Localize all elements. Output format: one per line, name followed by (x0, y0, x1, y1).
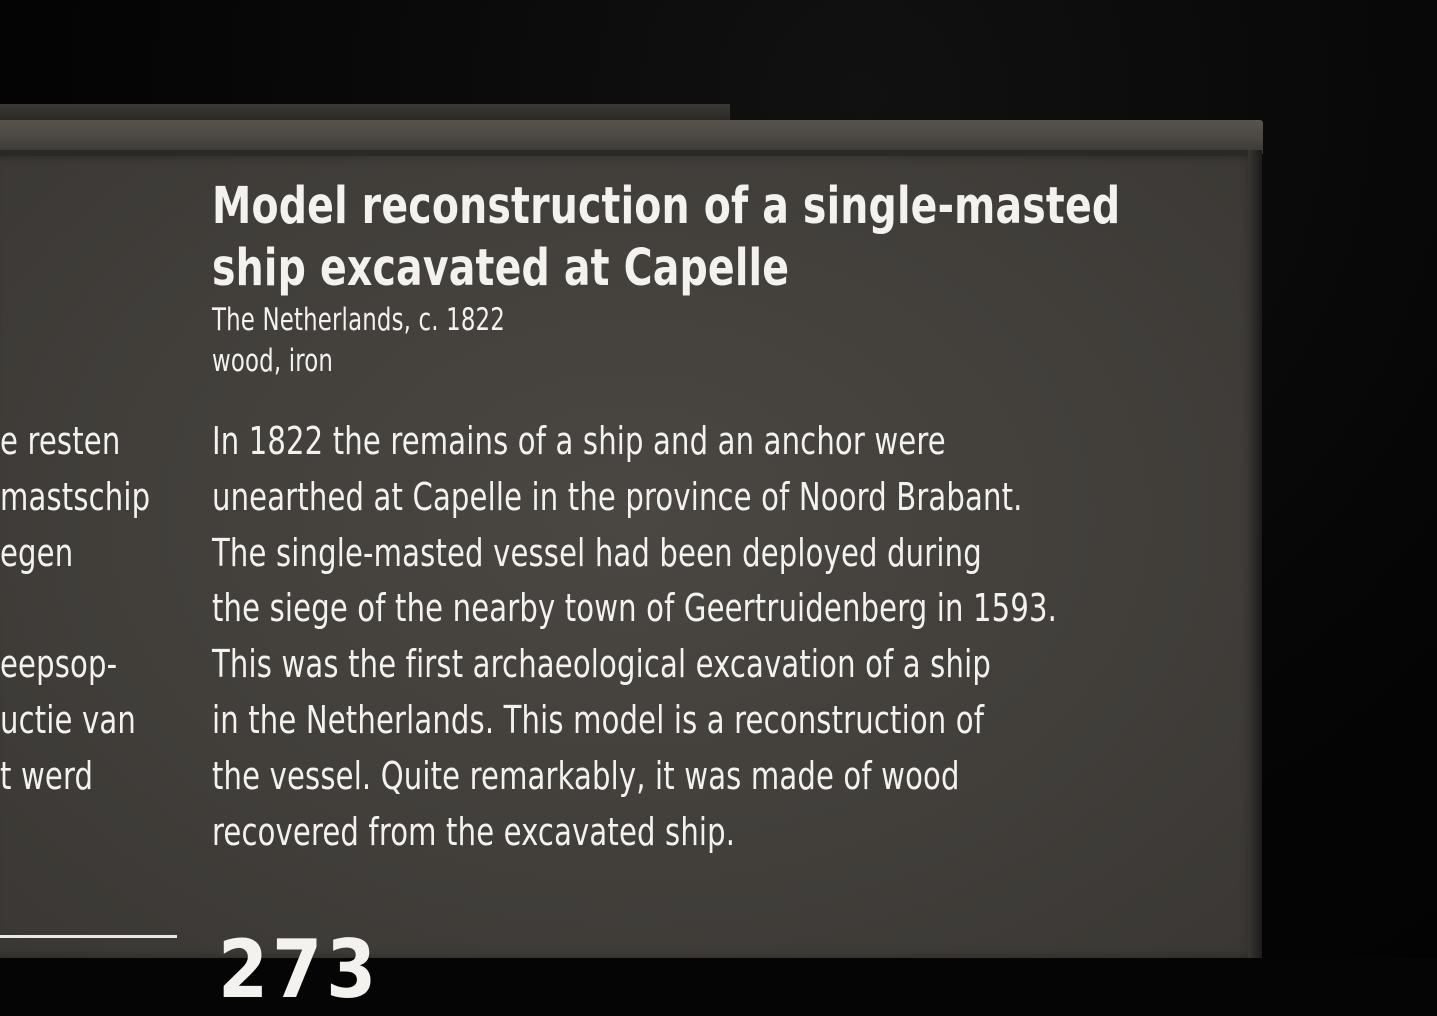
dutch-line: e resten (0, 419, 121, 463)
dutch-line: t werd (0, 753, 94, 798)
dutch-line: eepsop- (0, 642, 118, 687)
body-line: the siege of the nearby town of Geertruidenberg in 1593. (212, 586, 1058, 631)
body-line: This was the first archaeological excavation of a ship (212, 642, 991, 687)
dutch-line: mastschip (0, 474, 151, 519)
plaque-description (212, 414, 1057, 860)
dutch-line: uctie van (0, 697, 136, 742)
body-line: the vessel. Quite remarkably, it was made of wood (212, 753, 960, 798)
catalogue-number: 273 (218, 923, 381, 1016)
body-line: unearthed at Capelle in the province of Noord Brabant. (212, 474, 1023, 519)
dutch-text-fragment (0, 414, 150, 805)
panel-top-edge (0, 120, 1263, 154)
body-line: In 1822 the remains of a ship and an anchor were (212, 419, 946, 463)
title-line-2: ship excavated at Capelle (212, 239, 790, 298)
body-line: in the Netherlands. This model is a reconstruction of (212, 697, 985, 742)
plaque-meta (212, 300, 505, 382)
material: wood, iron (212, 343, 334, 379)
divider-rule (0, 935, 177, 938)
panel-side-edge (1248, 150, 1262, 958)
dutch-line (0, 581, 150, 637)
body-line: The single-masted vessel had been deployed during (212, 530, 982, 575)
title-line-1: Model reconstruction of a single-masted (212, 177, 1121, 236)
origin-date: The Netherlands, c. 1822 (212, 302, 505, 338)
body-line: recovered from the excavated ship. (212, 809, 736, 854)
dutch-line: egen (0, 530, 74, 575)
plaque-title (212, 176, 1120, 300)
